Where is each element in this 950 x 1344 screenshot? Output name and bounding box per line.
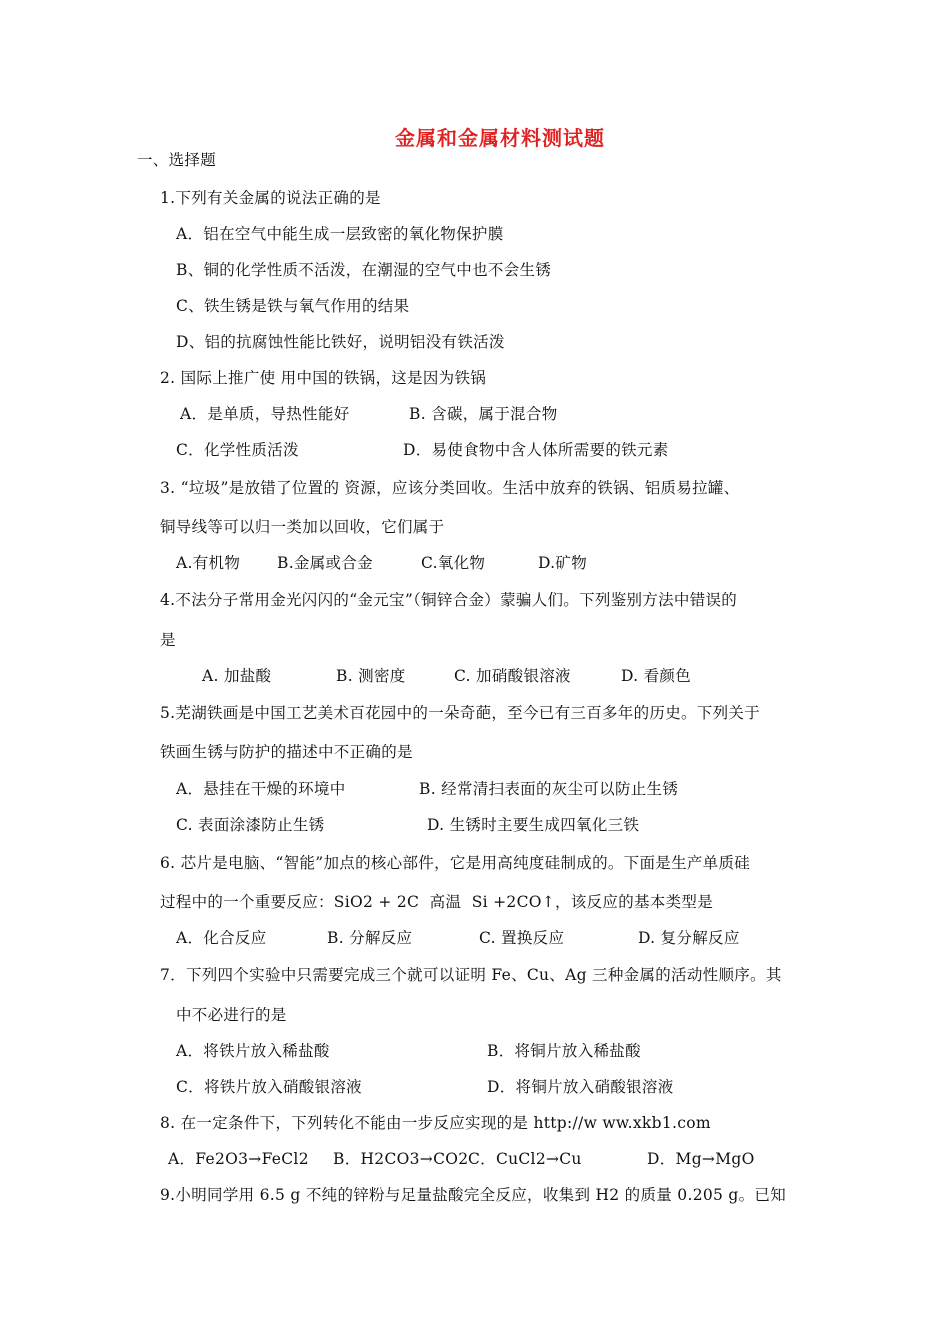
question-4-option-c: C. 加硝酸银溶液 — [454, 667, 571, 685]
question-5-stem-line2: 铁画生锈与防护的描述中不正确的是 — [160, 743, 413, 761]
question-5-option-c: C. 表面涂漆防止生锈 — [176, 816, 325, 834]
question-7-stem-line2: 中不必进行的是 — [176, 1006, 287, 1024]
question-1-option-c: C、铁生锈是铁与氧气作用的结果 — [176, 297, 410, 315]
question-4-option-d: D. 看颜色 — [621, 667, 692, 685]
question-7-option-b: B．将铜片放入稀盐酸 — [487, 1042, 641, 1060]
question-3-stem-line1: 3. “垃圾”是放错了位置的 资源，应该分类回收。生活中放弃的铁锅、铝质易拉罐、 — [160, 479, 740, 497]
question-6-option-d: D. 复分解反应 — [638, 929, 740, 947]
question-6-option-b: B. 分解反应 — [327, 929, 413, 947]
question-2-option-d: D．易使食物中含人体所需要的铁元素 — [403, 441, 669, 459]
question-4-option-a: A. 加盐酸 — [202, 667, 272, 685]
question-3-stem-line2: 铜导线等可以归一类加以回收，它们属于 — [160, 518, 445, 536]
question-3-option-c: C.氧化物 — [421, 554, 486, 572]
question-4-option-b: B. 测密度 — [336, 667, 406, 685]
question-7-option-c: C．将铁片放入硝酸银溶液 — [176, 1078, 362, 1096]
question-8-stem: 8. 在一定条件下，下列转化不能由一步反应实现的是 http://w ww.xkb1.com — [160, 1114, 711, 1132]
question-6-option-c: C. 置换反应 — [479, 929, 565, 947]
question-1-option-a: A．铝在空气中能生成一层致密的氧化物保护膜 — [176, 225, 504, 243]
question-6-stem-line1: 6. 芯片是电脑、“智能”加点的核心部件，它是用高纯度硅制成的。下面是生产单质硅 — [160, 854, 751, 872]
question-4-stem-line1: 4.不法分子常用金光闪闪的“金元宝”（铜锌合金）蒙骗人们。下列鉴别方法中错误的 — [160, 591, 738, 609]
question-1-option-d: D、铝的抗腐蚀性能比铁好，说明铝没有铁活泼 — [176, 333, 505, 351]
question-7-option-d: D．将铜片放入硝酸银溶液 — [487, 1078, 674, 1096]
question-1-stem: 1.下列有关金属的说法正确的是 — [160, 189, 381, 207]
question-7-stem-line1: 7．下列四个实验中只需要完成三个就可以证明 Fe、Cu、Ag 三种金属的活动性顺序。其 — [160, 966, 782, 984]
question-8-option-b: B．H2CO3→CO2 — [333, 1150, 469, 1168]
question-7-option-a: A．将铁片放入稀盐酸 — [176, 1042, 330, 1060]
question-2-stem: 2. 国际上推广使 用中国的铁锅，这是因为铁锅 — [160, 369, 487, 387]
section-heading: 一、选择题 — [137, 151, 217, 169]
question-5-option-b: B. 经常清扫表面的灰尘可以防止生锈 — [419, 780, 679, 798]
question-1-option-b: B、铜的化学性质不活泼，在潮湿的空气中也不会生锈 — [176, 261, 552, 279]
question-2-option-c: C．化学性质活泼 — [176, 441, 299, 459]
question-9-stem: 9.小明同学用 6.5 g 不纯的锌粉与足量盐酸完全反应，收集到 H2 的质量 0.205 g。已知 — [160, 1186, 787, 1204]
question-2-option-a: A．是单质，导热性能好 — [180, 405, 350, 423]
question-3-option-a: A.有机物 — [176, 554, 241, 572]
question-5-option-a: A．悬挂在干燥的环境中 — [176, 780, 346, 798]
page-title: 金属和金属材料测试题 — [395, 126, 605, 150]
question-8-option-d: D．Mg→MgO — [647, 1150, 755, 1168]
question-4-stem-line2: 是 — [160, 631, 176, 649]
question-5-stem-line1: 5.芜湖铁画是中国工艺美术百花园中的一朵奇葩，至今已有三百多年的历史。下列关于 — [160, 704, 760, 722]
question-5-option-d: D. 生锈时主要生成四氧化三铁 — [427, 816, 640, 834]
question-6-stem-line2: 过程中的一个重要反应：SiO2 + 2C 高温 Si +2CO↑，该反应的基本类型是 — [160, 893, 714, 911]
question-2-option-b: B. 含碳，属于混合物 — [409, 405, 558, 423]
question-3-option-b: B.金属或合金 — [277, 554, 373, 572]
question-8-option-a: A．Fe2O3→FeCl2 — [168, 1150, 309, 1168]
question-3-option-d: D.矿物 — [538, 554, 588, 572]
question-6-option-a: A．化合反应 — [176, 929, 267, 947]
question-8-option-c: C．CuCl2→Cu — [468, 1150, 582, 1168]
